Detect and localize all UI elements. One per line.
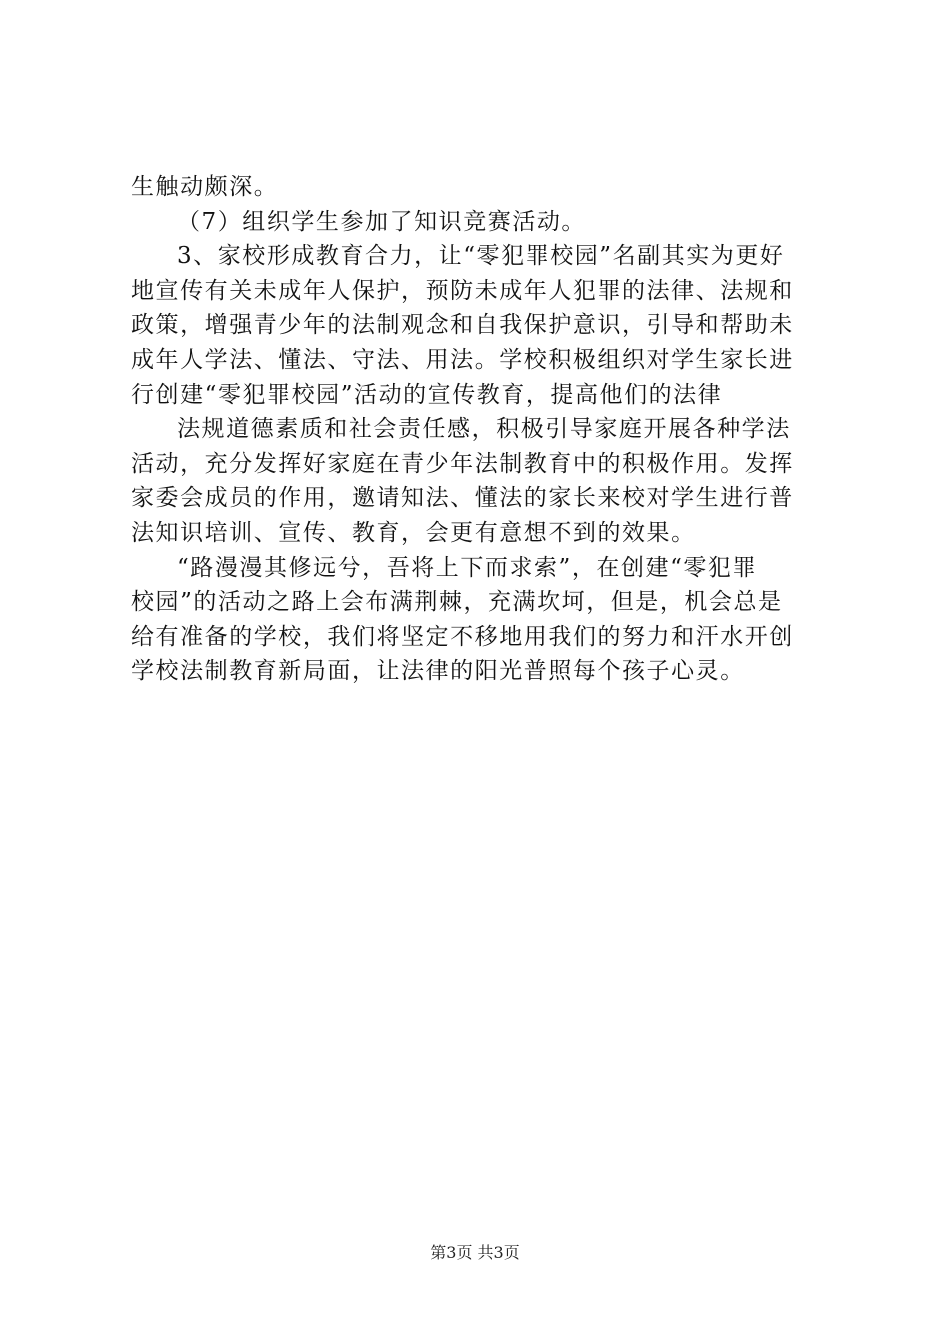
text-line: 活动，充分发挥好家庭在青少年法制教育中的积极作用。发挥 bbox=[131, 450, 794, 477]
text-line: 3、家校形成教育合力，让“零犯罪校园”名副其实为更好 bbox=[177, 243, 785, 270]
text-line: 地宣传有关未成年人保护，预防未成年人犯罪的法律、法规和 bbox=[131, 277, 794, 304]
body-text bbox=[131, 170, 831, 689]
text-line: 校园”的活动之路上会布满荆棘，充满坎坷，但是，机会总是 bbox=[131, 589, 783, 616]
text-line: 家委会成员的作用，邀请知法、懂法的家长来校对学生进行普 bbox=[131, 485, 794, 512]
text-line: 政策，增强青少年的法制观念和自我保护意识，引导和帮助未 bbox=[131, 312, 794, 339]
text-line: 法知识培训、宣传、教育，会更有意想不到的效果。 bbox=[131, 519, 696, 546]
text-line: （7）组织学生参加了知识竞赛活动。 bbox=[177, 208, 586, 235]
text-line: 法规道德素质和社会责任感，积极引导家庭开展各种学法 bbox=[177, 416, 791, 443]
text-line: 学校法制教育新局面，让法律的阳光普照每个孩子心灵。 bbox=[131, 658, 745, 685]
page-number-label: 第3页 共3页 bbox=[430, 1243, 520, 1262]
text-line: 行创建“零犯罪校园”活动的宣传教育，提高他们的法律 bbox=[131, 381, 723, 408]
page-footer bbox=[0, 1243, 950, 1263]
text-line: “路漫漫其修远兮，吾将上下而求索”，在创建“零犯罪 bbox=[177, 554, 758, 581]
text-line: 给有准备的学校，我们将坚定不移地用我们的努力和汗水开创 bbox=[131, 623, 794, 650]
text-line: 生触动颇深。 bbox=[131, 174, 279, 200]
text-line: 成年人学法、懂法、守法、用法。学校积极组织对学生家长进 bbox=[131, 346, 794, 373]
